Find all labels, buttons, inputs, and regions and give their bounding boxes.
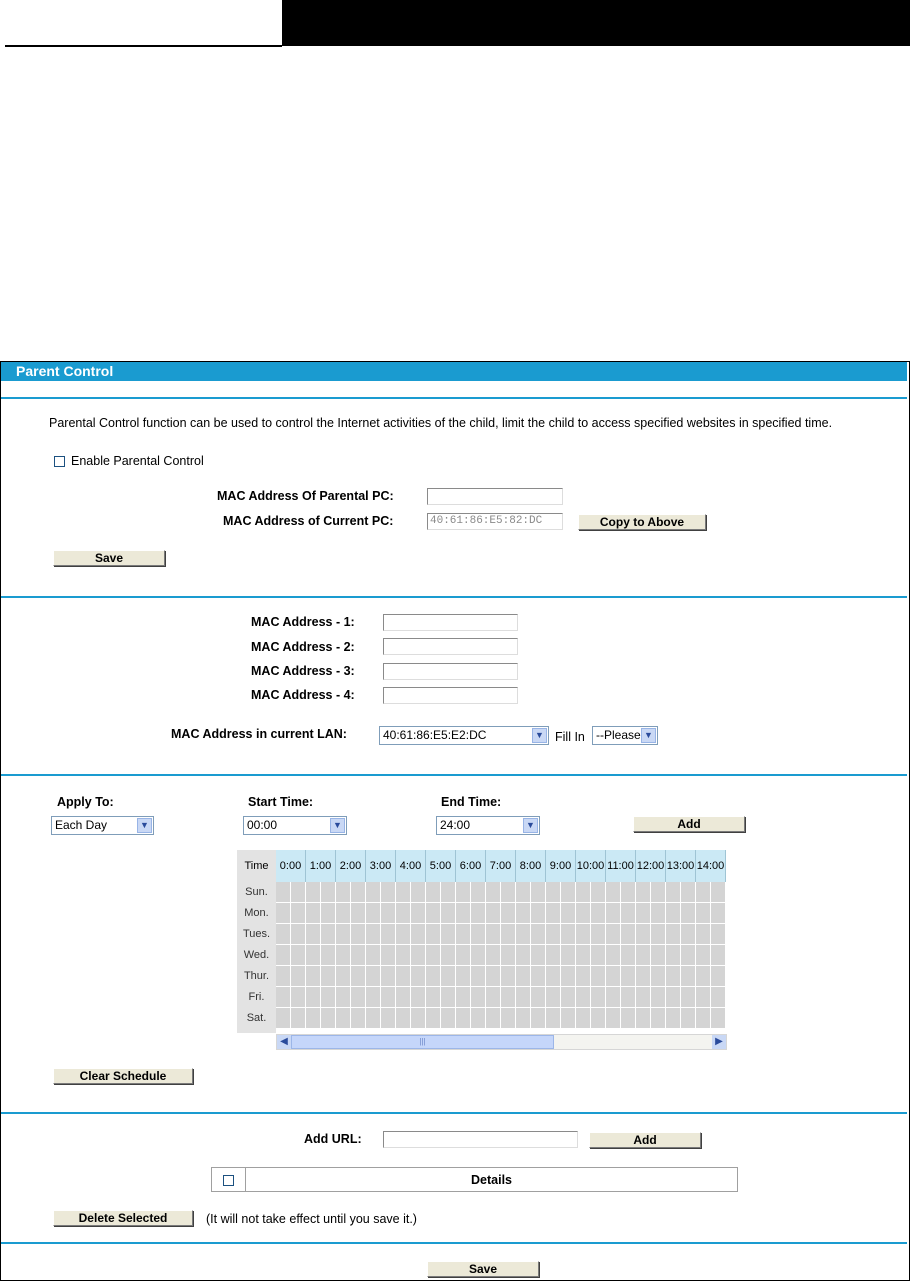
copy-to-above-button[interactable]: Copy to Above	[578, 514, 706, 530]
schedule-cell[interactable]	[621, 1008, 636, 1029]
schedule-cell[interactable]	[576, 924, 591, 945]
schedule-cell[interactable]	[336, 966, 351, 987]
grid-hour-header: 2:00	[336, 850, 366, 882]
schedule-cell[interactable]	[606, 1008, 621, 1029]
schedule-cell[interactable]	[306, 945, 321, 966]
parental-pc-mac-input[interactable]	[427, 488, 563, 505]
end-time-select[interactable]	[436, 816, 540, 835]
schedule-cell[interactable]	[711, 966, 726, 987]
schedule-cell[interactable]	[636, 1008, 651, 1029]
scroll-right-icon[interactable]: ▶	[712, 1035, 726, 1049]
schedule-cell[interactable]	[651, 882, 666, 903]
schedule-cell[interactable]	[696, 903, 711, 924]
header-rule	[5, 45, 282, 47]
url-table	[211, 1167, 738, 1192]
schedule-cell[interactable]	[381, 903, 396, 924]
schedule-cell[interactable]	[546, 1008, 561, 1029]
schedule-cell[interactable]	[531, 987, 546, 1008]
schedule-cell[interactable]	[636, 945, 651, 966]
schedule-cell[interactable]	[351, 1008, 366, 1029]
schedule-cell[interactable]	[351, 882, 366, 903]
grid-day-label: Thur.	[243, 970, 270, 982]
scroll-left-icon[interactable]: ◀	[277, 1035, 291, 1049]
child-mac-input-1[interactable]	[383, 614, 518, 631]
lan-mac-label: MAC Address in current LAN:	[171, 727, 347, 741]
schedule-cell[interactable]	[606, 987, 621, 1008]
apply-to-label: Apply To:	[57, 795, 114, 809]
schedule-cell[interactable]	[606, 882, 621, 903]
schedule-cell[interactable]	[441, 1008, 456, 1029]
schedule-cell[interactable]	[411, 987, 426, 1008]
enable-parental-control-label: Enable Parental Control	[71, 454, 204, 468]
add-url-button[interactable]: Add	[589, 1132, 701, 1148]
schedule-cell[interactable]	[546, 924, 561, 945]
schedule-cell[interactable]	[546, 966, 561, 987]
enable-parental-control-checkbox[interactable]	[54, 456, 65, 467]
schedule-cell[interactable]	[516, 882, 531, 903]
schedule-cell[interactable]	[306, 1008, 321, 1029]
add-schedule-button[interactable]: Add	[633, 816, 745, 832]
schedule-cell[interactable]	[501, 966, 516, 987]
schedule-cell[interactable]	[321, 1008, 336, 1029]
schedule-cell[interactable]	[531, 1008, 546, 1029]
schedule-cell[interactable]	[456, 945, 471, 966]
schedule-cell[interactable]	[441, 966, 456, 987]
schedule-cell[interactable]	[651, 945, 666, 966]
schedule-cell[interactable]	[666, 903, 681, 924]
schedule-cell[interactable]	[471, 924, 486, 945]
end-time-label: End Time:	[441, 795, 502, 809]
schedule-cell[interactable]	[471, 966, 486, 987]
schedule-cell[interactable]	[426, 945, 441, 966]
schedule-cell[interactable]	[336, 882, 351, 903]
end-time-value: 24:00	[440, 818, 471, 832]
schedule-cell[interactable]	[621, 903, 636, 924]
schedule-cell[interactable]	[441, 882, 456, 903]
schedule-cell[interactable]	[426, 882, 441, 903]
schedule-cell[interactable]	[651, 903, 666, 924]
save-note: (It will not take effect until you save it.)	[206, 1212, 417, 1226]
select-all-checkbox[interactable]	[223, 1175, 234, 1186]
section-divider	[1, 596, 907, 598]
schedule-cell[interactable]	[291, 987, 306, 1008]
schedule-cell[interactable]	[471, 945, 486, 966]
schedule-cell[interactable]	[531, 924, 546, 945]
schedule-cell[interactable]	[411, 924, 426, 945]
schedule-cell[interactable]	[381, 882, 396, 903]
schedule-cell[interactable]	[546, 945, 561, 966]
schedule-cell[interactable]	[531, 966, 546, 987]
titlebar-gap	[1, 381, 907, 382]
schedule-cell[interactable]	[366, 882, 381, 903]
schedule-cell[interactable]	[591, 966, 606, 987]
schedule-cell[interactable]	[396, 966, 411, 987]
schedule-cell[interactable]	[486, 903, 501, 924]
schedule-cell[interactable]	[651, 1008, 666, 1029]
schedule-cell[interactable]	[441, 987, 456, 1008]
schedule-cell[interactable]	[321, 945, 336, 966]
schedule-cell[interactable]	[591, 903, 606, 924]
schedule-cell[interactable]	[291, 924, 306, 945]
start-time-value: 00:00	[247, 818, 278, 832]
schedule-cell[interactable]	[411, 1008, 426, 1029]
schedule-cell[interactable]	[486, 882, 501, 903]
schedule-cell[interactable]	[576, 903, 591, 924]
schedule-cell[interactable]	[666, 882, 681, 903]
schedule-cell[interactable]	[576, 945, 591, 966]
schedule-cell[interactable]	[276, 1008, 291, 1029]
delete-selected-button[interactable]: Delete Selected	[53, 1210, 193, 1226]
schedule-cell[interactable]	[666, 924, 681, 945]
schedule-cell[interactable]	[456, 1008, 471, 1029]
schedule-cell[interactable]	[366, 924, 381, 945]
schedule-cell[interactable]	[636, 924, 651, 945]
fill-in-select[interactable]	[592, 726, 658, 745]
schedule-cell[interactable]	[426, 1008, 441, 1029]
child-mac-input-4[interactable]	[383, 687, 518, 704]
grid-time-header: Time	[244, 860, 269, 872]
schedule-cell[interactable]	[291, 966, 306, 987]
schedule-cell[interactable]	[711, 924, 726, 945]
schedule-cell[interactable]	[276, 945, 291, 966]
schedule-cell[interactable]	[336, 924, 351, 945]
schedule-cell[interactable]	[291, 945, 306, 966]
schedule-cell[interactable]	[306, 882, 321, 903]
save-button-bottom[interactable]: Save	[427, 1261, 539, 1277]
schedule-cell[interactable]	[336, 1008, 351, 1029]
schedule-cell[interactable]	[531, 882, 546, 903]
section-divider	[1, 397, 907, 399]
schedule-cell[interactable]	[351, 945, 366, 966]
schedule-cell[interactable]	[471, 882, 486, 903]
schedule-cell[interactable]	[666, 987, 681, 1008]
schedule-cell[interactable]	[681, 924, 696, 945]
schedule-cell[interactable]	[366, 987, 381, 1008]
schedule-cell[interactable]	[591, 987, 606, 1008]
schedule-cell[interactable]	[306, 903, 321, 924]
schedule-cell[interactable]	[306, 924, 321, 945]
schedule-cell[interactable]	[621, 945, 636, 966]
schedule-cell[interactable]	[351, 966, 366, 987]
schedule-cell[interactable]	[486, 966, 501, 987]
schedule-cell[interactable]	[666, 966, 681, 987]
schedule-cell[interactable]	[576, 1008, 591, 1029]
schedule-cell[interactable]	[486, 945, 501, 966]
schedule-cell[interactable]	[591, 924, 606, 945]
lan-mac-select[interactable]	[379, 726, 549, 745]
schedule-cell[interactable]	[456, 882, 471, 903]
schedule-cell[interactable]	[396, 1008, 411, 1029]
schedule-cell[interactable]	[351, 987, 366, 1008]
schedule-cell[interactable]	[276, 882, 291, 903]
schedule-cell[interactable]	[396, 903, 411, 924]
schedule-cell[interactable]	[396, 924, 411, 945]
schedule-cell[interactable]	[621, 987, 636, 1008]
grid-day-label: Fri.	[248, 991, 265, 1003]
schedule-cell[interactable]	[546, 987, 561, 1008]
schedule-cell[interactable]	[606, 924, 621, 945]
schedule-cell[interactable]	[501, 987, 516, 1008]
start-time-select[interactable]	[243, 816, 347, 835]
schedule-cell[interactable]	[366, 945, 381, 966]
add-url-label: Add URL:	[304, 1132, 362, 1146]
schedule-cell[interactable]	[276, 987, 291, 1008]
schedule-cell[interactable]	[561, 1008, 576, 1029]
schedule-cell[interactable]	[411, 966, 426, 987]
schedule-cell[interactable]	[561, 945, 576, 966]
chevron-down-icon: ▼	[330, 818, 345, 833]
schedule-cell[interactable]	[696, 882, 711, 903]
schedule-cell[interactable]	[291, 1008, 306, 1029]
schedule-cell[interactable]	[561, 966, 576, 987]
schedule-cell[interactable]	[681, 987, 696, 1008]
schedule-cell[interactable]	[426, 903, 441, 924]
schedule-cell[interactable]	[486, 987, 501, 1008]
schedule-cell[interactable]	[366, 966, 381, 987]
schedule-cell[interactable]	[501, 924, 516, 945]
details-header: Details	[471, 1173, 512, 1187]
schedule-cell[interactable]	[711, 945, 726, 966]
schedule-cell[interactable]	[711, 1008, 726, 1029]
schedule-cell[interactable]	[321, 882, 336, 903]
schedule-cell[interactable]	[591, 945, 606, 966]
schedule-cell[interactable]	[516, 1008, 531, 1029]
schedule-cell[interactable]	[636, 882, 651, 903]
schedule-cell[interactable]	[561, 924, 576, 945]
schedule-cell[interactable]	[351, 903, 366, 924]
grid-hour-header: 6:00	[456, 850, 486, 882]
add-url-input[interactable]	[383, 1131, 578, 1148]
schedule-cell[interactable]	[276, 903, 291, 924]
grid-hour-header: 11:00	[606, 850, 636, 882]
schedule-cell[interactable]	[591, 1008, 606, 1029]
schedule-cell[interactable]	[561, 903, 576, 924]
chevron-down-icon: ▼	[532, 728, 547, 743]
schedule-cell[interactable]	[456, 903, 471, 924]
child-mac-label-2: MAC Address - 2:	[251, 640, 355, 654]
save-button-top[interactable]: Save	[53, 550, 165, 566]
schedule-cell[interactable]	[456, 966, 471, 987]
grid-day-label: Sun.	[245, 886, 268, 898]
panel-title: Parent Control	[16, 363, 114, 379]
schedule-cell[interactable]	[651, 924, 666, 945]
schedule-cell[interactable]	[306, 966, 321, 987]
schedule-cell[interactable]	[516, 924, 531, 945]
schedule-cell[interactable]	[636, 987, 651, 1008]
schedule-cell[interactable]	[441, 924, 456, 945]
schedule-cell[interactable]	[711, 987, 726, 1008]
schedule-cell[interactable]	[276, 924, 291, 945]
schedule-cell[interactable]	[441, 945, 456, 966]
schedule-cell[interactable]	[516, 945, 531, 966]
grid-day-label: Mon.	[244, 907, 269, 919]
section-divider	[1, 1242, 907, 1244]
schedule-cell[interactable]	[651, 966, 666, 987]
schedule-cell[interactable]	[516, 987, 531, 1008]
schedule-cell[interactable]	[366, 903, 381, 924]
schedule-cell[interactable]	[621, 924, 636, 945]
schedule-cell[interactable]	[681, 966, 696, 987]
schedule-cell[interactable]	[291, 882, 306, 903]
schedule-cell[interactable]	[486, 924, 501, 945]
schedule-cell[interactable]	[516, 966, 531, 987]
child-mac-label-4: MAC Address - 4:	[251, 688, 355, 702]
grid-hour-header: 5:00	[426, 850, 456, 882]
grid-hour-header: 0:00	[276, 850, 306, 882]
schedule-cell[interactable]	[681, 882, 696, 903]
schedule-cell[interactable]	[576, 966, 591, 987]
schedule-cell[interactable]	[681, 945, 696, 966]
fill-in-label: Fill In	[555, 730, 585, 744]
schedule-cell[interactable]	[651, 987, 666, 1008]
grid-hour-header: 9:00	[546, 850, 576, 882]
schedule-cell[interactable]	[696, 924, 711, 945]
schedule-cell[interactable]	[381, 987, 396, 1008]
apply-to-value: Each Day	[55, 818, 108, 832]
schedule-cell[interactable]	[591, 882, 606, 903]
schedule-cell[interactable]	[381, 945, 396, 966]
child-mac-input-2[interactable]	[383, 638, 518, 655]
chevron-down-icon: ▼	[641, 728, 656, 743]
schedule-cell[interactable]	[336, 987, 351, 1008]
schedule-cell[interactable]	[426, 924, 441, 945]
schedule-cell[interactable]	[696, 966, 711, 987]
scroll-thumb[interactable]: |||	[291, 1035, 554, 1049]
child-mac-label-1: MAC Address - 1:	[251, 615, 355, 629]
schedule-cell[interactable]	[381, 966, 396, 987]
schedule-cell[interactable]	[681, 1008, 696, 1029]
schedule-cell[interactable]	[696, 945, 711, 966]
schedule-scrollbar[interactable]	[276, 1034, 727, 1050]
chevron-down-icon: ▼	[137, 818, 152, 833]
schedule-cell[interactable]	[471, 987, 486, 1008]
schedule-cell[interactable]	[366, 1008, 381, 1029]
schedule-cell[interactable]	[531, 903, 546, 924]
child-mac-label-3: MAC Address - 3:	[251, 664, 355, 678]
schedule-cell[interactable]	[636, 966, 651, 987]
schedule-cell[interactable]	[711, 903, 726, 924]
schedule-cell[interactable]	[351, 924, 366, 945]
section-divider	[1, 774, 907, 776]
schedule-cell[interactable]	[546, 882, 561, 903]
schedule-cell[interactable]	[501, 945, 516, 966]
schedule-cell[interactable]	[456, 987, 471, 1008]
chevron-down-icon: ▼	[523, 818, 538, 833]
schedule-cell[interactable]	[276, 966, 291, 987]
schedule-cell[interactable]	[681, 903, 696, 924]
grid-hour-header: 4:00	[396, 850, 426, 882]
intro-text: Parental Control function can be used to control the Internet activities of the child, limit the child to access specified websites in specified time.	[49, 416, 833, 430]
schedule-cell[interactable]	[516, 903, 531, 924]
schedule-cell[interactable]	[486, 1008, 501, 1029]
grid-hour-header: 13:00	[666, 850, 696, 882]
schedule-cell[interactable]	[561, 987, 576, 1008]
schedule-cell[interactable]	[471, 1008, 486, 1029]
schedule-cell[interactable]	[321, 903, 336, 924]
schedule-cell[interactable]	[666, 1008, 681, 1029]
lan-mac-value: 40:61:86:E5:E2:DC	[383, 728, 487, 742]
grid-hour-header: 8:00	[516, 850, 546, 882]
schedule-cell[interactable]	[396, 945, 411, 966]
schedule-cell[interactable]	[636, 903, 651, 924]
schedule-cell[interactable]	[336, 945, 351, 966]
schedule-cell[interactable]	[546, 903, 561, 924]
schedule-cell[interactable]	[411, 882, 426, 903]
schedule-cell[interactable]	[576, 882, 591, 903]
grid-hour-header: 12:00	[636, 850, 666, 882]
fill-in-value: --Please	[596, 728, 641, 742]
schedule-cell[interactable]	[411, 903, 426, 924]
schedule-cell[interactable]	[501, 1008, 516, 1029]
schedule-cell[interactable]	[456, 924, 471, 945]
start-time-label: Start Time:	[248, 795, 314, 809]
panel-titlebar	[1, 362, 907, 381]
schedule-cell[interactable]	[501, 882, 516, 903]
schedule-cell[interactable]	[606, 903, 621, 924]
grid-hour-header: 7:00	[486, 850, 516, 882]
grid-hour-header: 14:00	[696, 850, 726, 882]
schedule-cell[interactable]	[576, 987, 591, 1008]
schedule-cell[interactable]	[696, 987, 711, 1008]
grid-hour-header: 1:00	[306, 850, 336, 882]
schedule-cell[interactable]	[336, 903, 351, 924]
schedule-cell[interactable]	[381, 924, 396, 945]
schedule-cell[interactable]	[606, 966, 621, 987]
schedule-cell[interactable]	[561, 882, 576, 903]
schedule-cell[interactable]	[321, 924, 336, 945]
current-pc-label: MAC Address of Current PC:	[223, 514, 394, 528]
header-bar	[282, 0, 910, 46]
schedule-cell[interactable]	[531, 945, 546, 966]
grid-hour-header: 10:00	[576, 850, 606, 882]
apply-to-select[interactable]	[51, 816, 154, 835]
child-mac-input-3[interactable]	[383, 663, 518, 680]
grid-day-label: Wed.	[243, 949, 270, 961]
schedule-cell[interactable]	[426, 987, 441, 1008]
schedule-cell[interactable]	[711, 882, 726, 903]
grid-day-label: Tues.	[242, 928, 271, 940]
current-pc-mac-input[interactable]: 40:61:86:E5:82:DC	[427, 513, 563, 530]
schedule-cell[interactable]	[471, 903, 486, 924]
schedule-cell[interactable]	[411, 945, 426, 966]
clear-schedule-button[interactable]: Clear Schedule	[53, 1068, 193, 1084]
schedule-cell[interactable]	[666, 945, 681, 966]
schedule-cell[interactable]	[381, 1008, 396, 1029]
section-divider	[1, 1112, 907, 1114]
schedule-cell[interactable]	[696, 1008, 711, 1029]
schedule-cell[interactable]	[321, 987, 336, 1008]
schedule-cell[interactable]	[501, 903, 516, 924]
grid-hour-header: 3:00	[366, 850, 396, 882]
schedule-cell[interactable]	[441, 903, 456, 924]
parental-pc-label: MAC Address Of Parental PC:	[217, 489, 394, 503]
schedule-cell[interactable]	[291, 903, 306, 924]
grid-day-label: Sat.	[246, 1012, 267, 1024]
schedule-cell[interactable]	[321, 966, 336, 987]
schedule-cell[interactable]	[306, 987, 321, 1008]
schedule-cell[interactable]	[396, 882, 411, 903]
schedule-cell[interactable]	[621, 882, 636, 903]
schedule-cell[interactable]	[606, 945, 621, 966]
schedule-cell[interactable]	[426, 966, 441, 987]
schedule-cell[interactable]	[621, 966, 636, 987]
schedule-cell[interactable]	[396, 987, 411, 1008]
